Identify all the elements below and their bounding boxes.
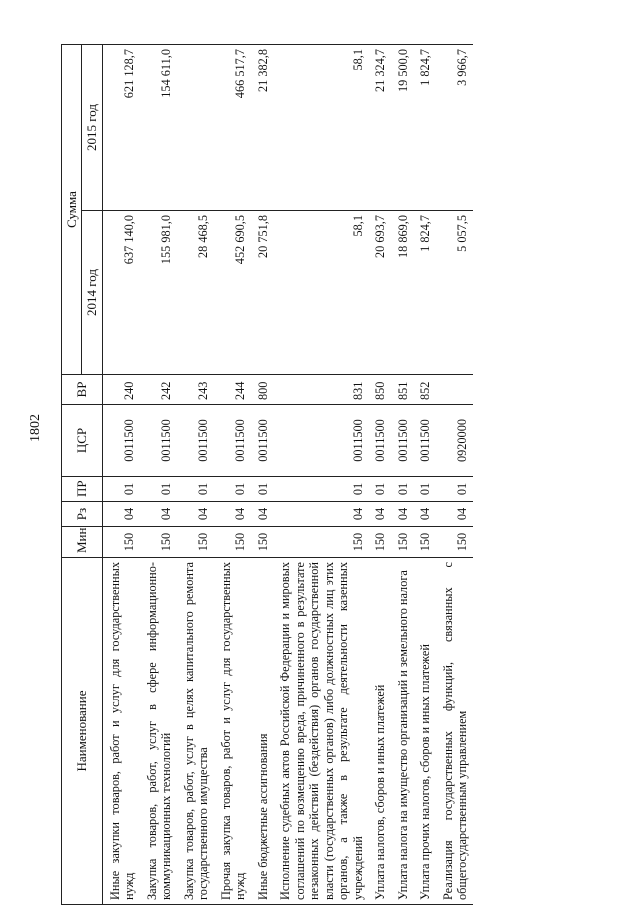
table-row bbox=[273, 45, 368, 905]
row-sum-2014: 20 693,7 bbox=[368, 211, 391, 375]
header-year-2015: 2015 год bbox=[82, 45, 102, 211]
row-rz: 04 bbox=[436, 502, 473, 527]
row-pr: 01 bbox=[391, 477, 414, 502]
row-csr: 0920000 bbox=[436, 405, 473, 477]
row-sum-2014: 5 057,5 bbox=[436, 211, 473, 375]
row-name: Закупка товаров, работ, услуг в целях капитального ремонта государственного имущества bbox=[177, 558, 214, 905]
row-rz: 04 bbox=[214, 502, 251, 527]
row-rz: 04 bbox=[391, 502, 414, 527]
row-sum-2014: 58,1 bbox=[273, 211, 368, 375]
row-sum-2014: 452 690,5 bbox=[214, 211, 251, 375]
row-rz: 04 bbox=[273, 502, 368, 527]
row-pr: 01 bbox=[102, 477, 140, 502]
table-row bbox=[251, 45, 274, 905]
row-min: 150 bbox=[140, 527, 177, 558]
row-rz: 04 bbox=[140, 502, 177, 527]
table-row bbox=[391, 45, 414, 905]
row-name: Прочая закупка товаров, работ и услуг для государственных нужд bbox=[214, 558, 251, 905]
header-pr: ПР bbox=[62, 477, 103, 502]
row-csr: 0011500 bbox=[140, 405, 177, 477]
row-name: Реализация государственных функций, связанных с общегосударственным управлением bbox=[436, 558, 473, 905]
row-sum-2015 bbox=[177, 45, 214, 211]
row-sum-2015: 154 611,0 bbox=[140, 45, 177, 211]
header-name: Наименование bbox=[62, 558, 103, 905]
row-sum-2015: 3 966,7 bbox=[436, 45, 473, 211]
row-name: Иные закупки товаров, работ и услуг для государственных нужд bbox=[102, 558, 140, 905]
row-pr: 01 bbox=[436, 477, 473, 502]
row-sum-2015: 1 824,7 bbox=[413, 45, 436, 211]
table-row bbox=[177, 45, 214, 905]
row-name: Закупка товаров, работ, услуг в сфере информационно-коммуникационных технологий bbox=[140, 558, 177, 905]
row-vr: 850 bbox=[368, 375, 391, 405]
row-rz: 04 bbox=[177, 502, 214, 527]
row-sum-2014: 28 468,5 bbox=[177, 211, 214, 375]
row-sum-2015: 19 500,0 bbox=[391, 45, 414, 211]
row-rz: 04 bbox=[102, 502, 140, 527]
row-sum-2015: 21 324,7 bbox=[368, 45, 391, 211]
row-pr: 01 bbox=[214, 477, 251, 502]
row-min: 150 bbox=[251, 527, 274, 558]
row-rz: 04 bbox=[413, 502, 436, 527]
row-sum-2014: 155 981,0 bbox=[140, 211, 177, 375]
row-pr: 01 bbox=[273, 477, 368, 502]
row-vr: 831 bbox=[273, 375, 368, 405]
row-sum-2015: 21 382,8 bbox=[251, 45, 274, 211]
row-sum-2014: 1 824,7 bbox=[413, 211, 436, 375]
row-csr: 0011500 bbox=[251, 405, 274, 477]
row-rz: 04 bbox=[368, 502, 391, 527]
row-name: Иные бюджетные ассигнования bbox=[251, 558, 274, 905]
header-vr: ВР bbox=[62, 375, 103, 405]
header-sum: Сумма bbox=[62, 45, 82, 375]
row-sum-2015: 58,1 bbox=[273, 45, 368, 211]
header-year-2014: 2014 год bbox=[82, 211, 102, 375]
row-name: Исполнение судебных актов Российской Федерации и мировых соглашений по возмещению вреда, причиненного в результате незаконных действий (бездействия) органов государственной власти (государственных органов) либо должностных лиц этих органов, а также в результате деятельности казенных учреждений bbox=[273, 558, 368, 905]
header-rz: Рз bbox=[62, 502, 103, 527]
table-row bbox=[214, 45, 251, 905]
row-sum-2014: 637 140,0 bbox=[102, 211, 140, 375]
row-sum-2015: 466 517,7 bbox=[214, 45, 251, 211]
table-row bbox=[102, 45, 140, 905]
header-csr: ЦСР bbox=[62, 405, 103, 477]
row-vr: 851 bbox=[391, 375, 414, 405]
table-header bbox=[62, 45, 103, 905]
row-vr: 800 bbox=[251, 375, 274, 405]
row-min: 150 bbox=[177, 527, 214, 558]
row-rz: 04 bbox=[251, 502, 274, 527]
row-vr: 242 bbox=[140, 375, 177, 405]
page-number: 1802 bbox=[28, 414, 43, 442]
row-pr: 01 bbox=[251, 477, 274, 502]
table-row bbox=[436, 45, 473, 905]
row-vr: 852 bbox=[413, 375, 436, 405]
row-min: 150 bbox=[413, 527, 436, 558]
row-csr: 0011500 bbox=[102, 405, 140, 477]
budget-table bbox=[61, 44, 473, 905]
row-csr: 0011500 bbox=[413, 405, 436, 477]
row-sum-2014: 18 869,0 bbox=[391, 211, 414, 375]
table-row bbox=[368, 45, 391, 905]
table-row bbox=[140, 45, 177, 905]
row-vr bbox=[436, 375, 473, 405]
row-name: Уплата налогов, сборов и иных платежей bbox=[368, 558, 391, 905]
row-sum-2014: 20 751,8 bbox=[251, 211, 274, 375]
table-body bbox=[102, 45, 473, 905]
row-name: Уплата прочих налогов, сборов и иных платежей bbox=[413, 558, 436, 905]
row-csr: 0011500 bbox=[273, 405, 368, 477]
row-min: 150 bbox=[273, 527, 368, 558]
row-min: 150 bbox=[436, 527, 473, 558]
row-vr: 243 bbox=[177, 375, 214, 405]
row-pr: 01 bbox=[177, 477, 214, 502]
row-pr: 01 bbox=[413, 477, 436, 502]
row-csr: 0011500 bbox=[214, 405, 251, 477]
row-csr: 0011500 bbox=[368, 405, 391, 477]
row-csr: 0011500 bbox=[177, 405, 214, 477]
row-min: 150 bbox=[368, 527, 391, 558]
row-min: 150 bbox=[214, 527, 251, 558]
row-name: Уплата налога на имущество организаций и земельного налога bbox=[391, 558, 414, 905]
row-csr: 0011500 bbox=[391, 405, 414, 477]
row-pr: 01 bbox=[368, 477, 391, 502]
table-row bbox=[413, 45, 436, 905]
row-min: 150 bbox=[102, 527, 140, 558]
row-sum-2015: 621 128,7 bbox=[102, 45, 140, 211]
row-vr: 240 bbox=[102, 375, 140, 405]
row-min: 150 bbox=[391, 527, 414, 558]
row-vr: 244 bbox=[214, 375, 251, 405]
header-min: Мин bbox=[62, 527, 103, 558]
row-pr: 01 bbox=[140, 477, 177, 502]
